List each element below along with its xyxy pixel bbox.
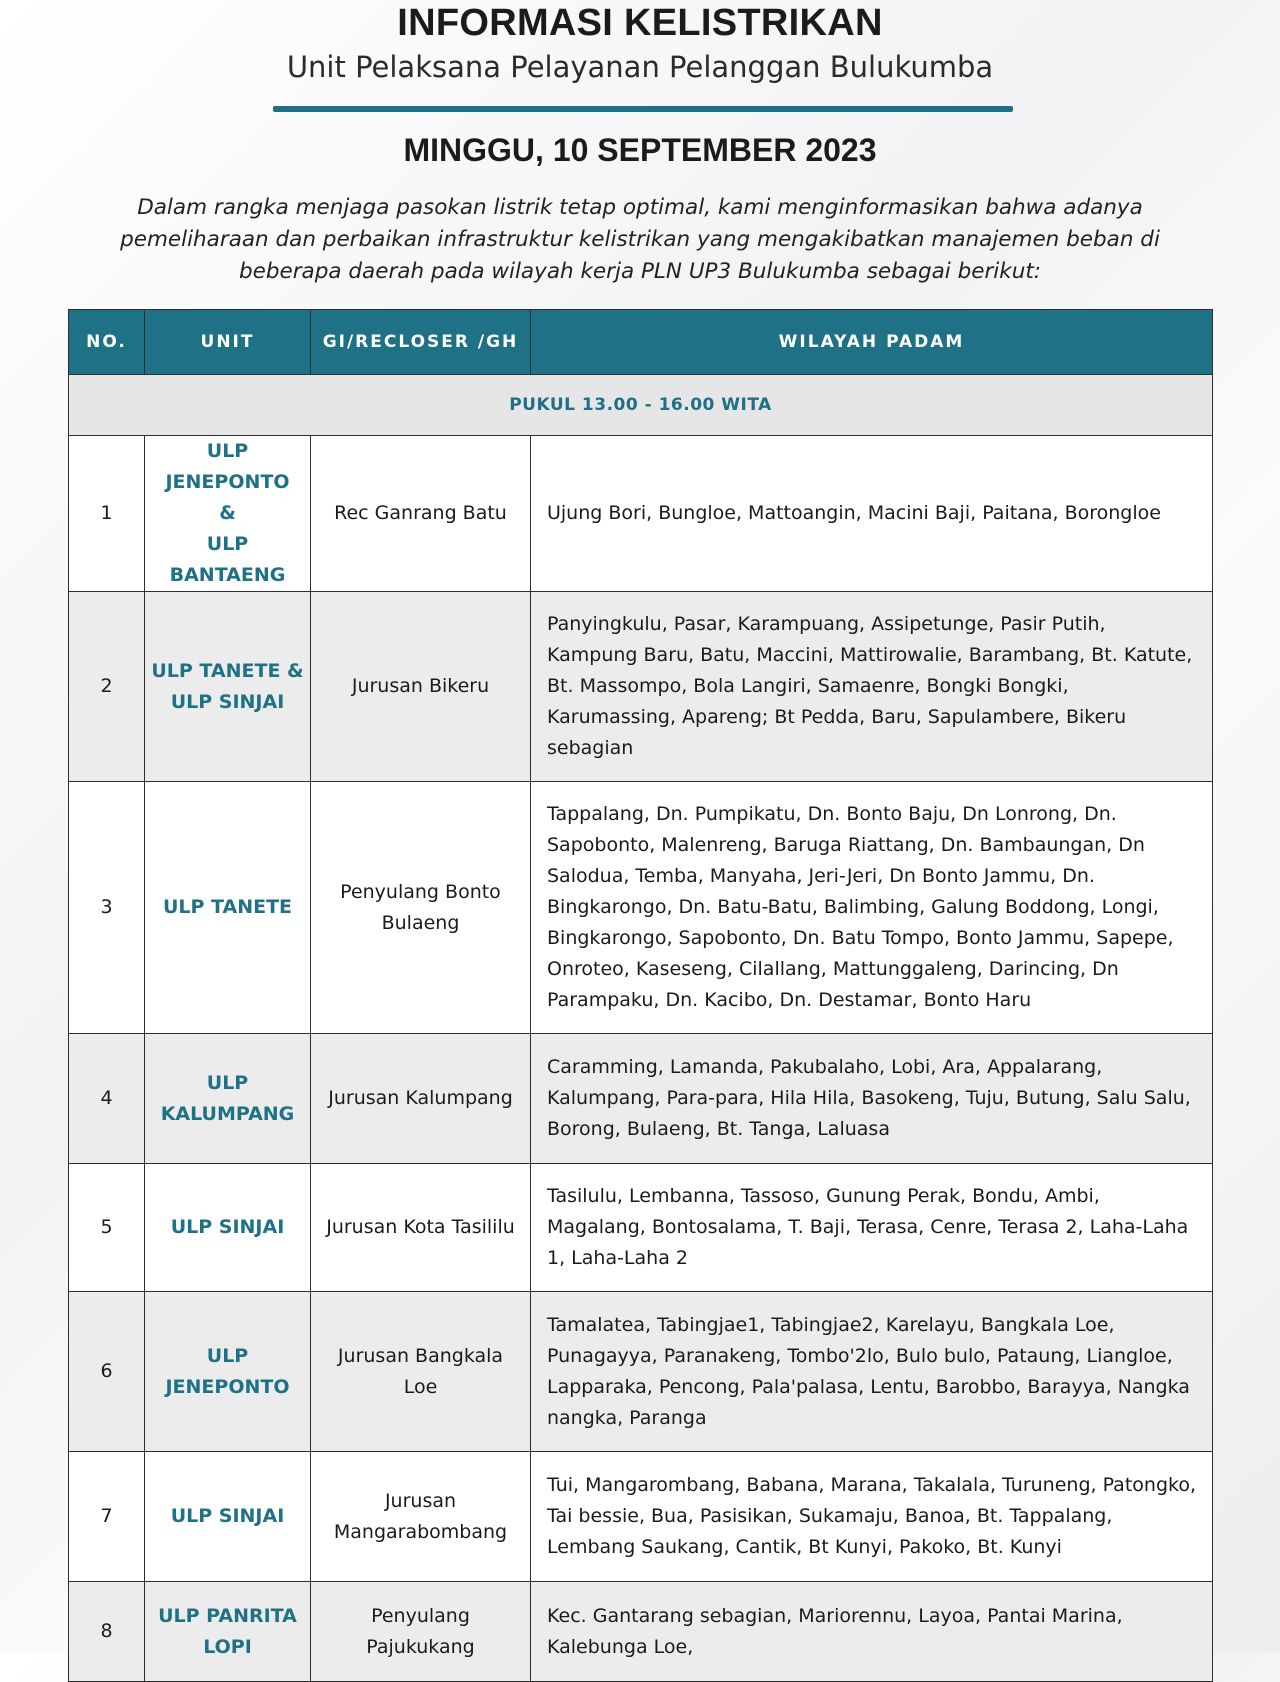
row-gi: Jurusan Kota Tasililu bbox=[311, 1164, 531, 1292]
row-number: 2 bbox=[69, 592, 145, 782]
row-gi: Jurusan Bangkala Loe bbox=[311, 1292, 531, 1452]
row-area: Tasilulu, Lembanna, Tassoso, Gunung Perak, Bondu, Ambi, Magalang, Bontosalama, T. Baji, Terasa, Cenre, Terasa 2, Laha-Laha 1, Laha-Laha 2 bbox=[531, 1164, 1213, 1292]
row-unit: ULP SINJAI bbox=[145, 1164, 311, 1292]
row-area: Kec. Gantarang sebagian, Mariorennu, Layoa, Pantai Marina, Kalebunga Loe, bbox=[531, 1582, 1213, 1682]
intro-paragraph: Dalam rangka menjaga pasokan listrik tetap optimal, kami menginformasikan bahwa adanya pemeliharaan dan perbaikan infrastruktur kelistrikan yang mengakibatkan manajemen beban di beberapa daerah pada wilayah kerja PLN UP3 Bulukumba sebagai berikut: bbox=[120, 195, 1160, 284]
table-row bbox=[69, 1452, 1213, 1582]
row-number: 7 bbox=[69, 1452, 145, 1582]
row-gi: Jurusan Mangarabombang bbox=[311, 1452, 531, 1582]
table-row bbox=[69, 1292, 1213, 1452]
outage-table bbox=[68, 309, 1213, 1682]
header-gi-recloser: GI/RECLOSER /GH bbox=[311, 310, 531, 375]
announcement-date: MINGGU, 10 SEPTEMBER 2023 bbox=[403, 132, 877, 168]
row-area: Panyingkulu, Pasar, Karampuang, Assipetunge, Pasir Putih, Kampung Baru, Batu, Maccini, Mattirowalie, Barambang, Bt. Katute, Bt. Massompo, Bola Langiri, Samaenre, Bongki Bongki, Karumassing, Apareng; Bt Pedda, Baru, Sapulambere, Bikeru sebagian bbox=[531, 592, 1213, 782]
table-row bbox=[69, 436, 1213, 592]
row-number: 1 bbox=[69, 436, 145, 592]
row-number: 3 bbox=[69, 782, 145, 1034]
row-unit: ULP JENEPONTO & ULP BANTAENG bbox=[145, 436, 311, 592]
row-area: Ujung Bori, Bungloe, Mattoangin, Macini Baji, Paitana, Borongloe bbox=[531, 436, 1213, 592]
row-area: Tappalang, Dn. Pumpikatu, Dn. Bonto Baju, Dn Lonrong, Dn. Sapobonto, Malenreng, Baruga Riattang, Dn. Bambaungan, Dn Salodua, Temba, Manyaha, Jeri-Jeri, Dn Bonto Jammu, Dn. Bingkarongo, Dn. Batu-Batu, Balimbing, Galung Boddong, Longi, Bingkarongo, Sapobonto, Dn. Batu Tompo, Bonto Jammu, Sapepe, Onroteo, Kaseseng, Cilallang, Mattunggaleng, Darincing, Dn Parampaku, Dn. Kacibo, Dn. Destamar, Bonto Haru bbox=[531, 782, 1213, 1034]
time-slot-row bbox=[69, 375, 1213, 436]
table-header-row bbox=[69, 310, 1213, 375]
row-unit: ULP TANETE bbox=[145, 782, 311, 1034]
row-gi: Jurusan Bikeru bbox=[311, 592, 531, 782]
header-unit: UNIT bbox=[145, 310, 311, 375]
row-number: 4 bbox=[69, 1034, 145, 1164]
header-wilayah-padam: WILAYAH PADAM bbox=[531, 310, 1213, 375]
row-area: Caramming, Lamanda, Pakubalaho, Lobi, Ara, Appalarang, Kalumpang, Para-para, Hila Hila, Basokeng, Tuju, Butung, Salu Salu, Borong, Bulaeng, Bt. Tanga, Laluasa bbox=[531, 1034, 1213, 1164]
table-row bbox=[69, 592, 1213, 782]
title-divider bbox=[273, 106, 1013, 112]
table-row bbox=[69, 1164, 1213, 1292]
row-unit: ULP PANRITA LOPI bbox=[145, 1582, 311, 1682]
row-number: 5 bbox=[69, 1164, 145, 1292]
row-gi: Jurusan Kalumpang bbox=[311, 1034, 531, 1164]
table-row bbox=[69, 1582, 1213, 1682]
page-title: INFORMASI KELISTRIKAN bbox=[397, 2, 883, 44]
row-unit: ULP SINJAI bbox=[145, 1452, 311, 1582]
row-unit: ULP JENEPONTO bbox=[145, 1292, 311, 1452]
table-row bbox=[69, 782, 1213, 1034]
header-no: NO. bbox=[69, 310, 145, 375]
time-slot-label: PUKUL 13.00 - 16.00 WITA bbox=[69, 375, 1213, 436]
row-gi: Penyulang Bonto Bulaeng bbox=[311, 782, 531, 1034]
row-gi: Penyulang Pajukukang bbox=[311, 1582, 531, 1682]
row-number: 6 bbox=[69, 1292, 145, 1452]
row-area: Tamalatea, Tabingjae1, Tabingjae2, Karelayu, Bangkala Loe, Punagayya, Paranakeng, Tombo'2lo, Bulo bulo, Pataung, Liangloe, Lapparaka, Pencong, Pala'palasa, Lentu, Barobbo, Barayya, Nangka nangka, Paranga bbox=[531, 1292, 1213, 1452]
row-area: Tui, Mangarombang, Babana, Marana, Takalala, Turuneng, Patongko, Tai bessie, Bua, Pasisikan, Sukamaju, Banoa, Bt. Tappalang, Lembang Saukang, Cantik, Bt Kunyi, Pakoko, Bt. Kunyi bbox=[531, 1452, 1213, 1582]
page-subtitle: Unit Pelaksana Pelayanan Pelanggan Bulukumba bbox=[286, 50, 994, 84]
table-row bbox=[69, 1034, 1213, 1164]
row-unit: ULP KALUMPANG bbox=[145, 1034, 311, 1164]
row-unit: ULP TANETE & ULP SINJAI bbox=[145, 592, 311, 782]
row-gi: Rec Ganrang Batu bbox=[311, 436, 531, 592]
row-number: 8 bbox=[69, 1582, 145, 1682]
